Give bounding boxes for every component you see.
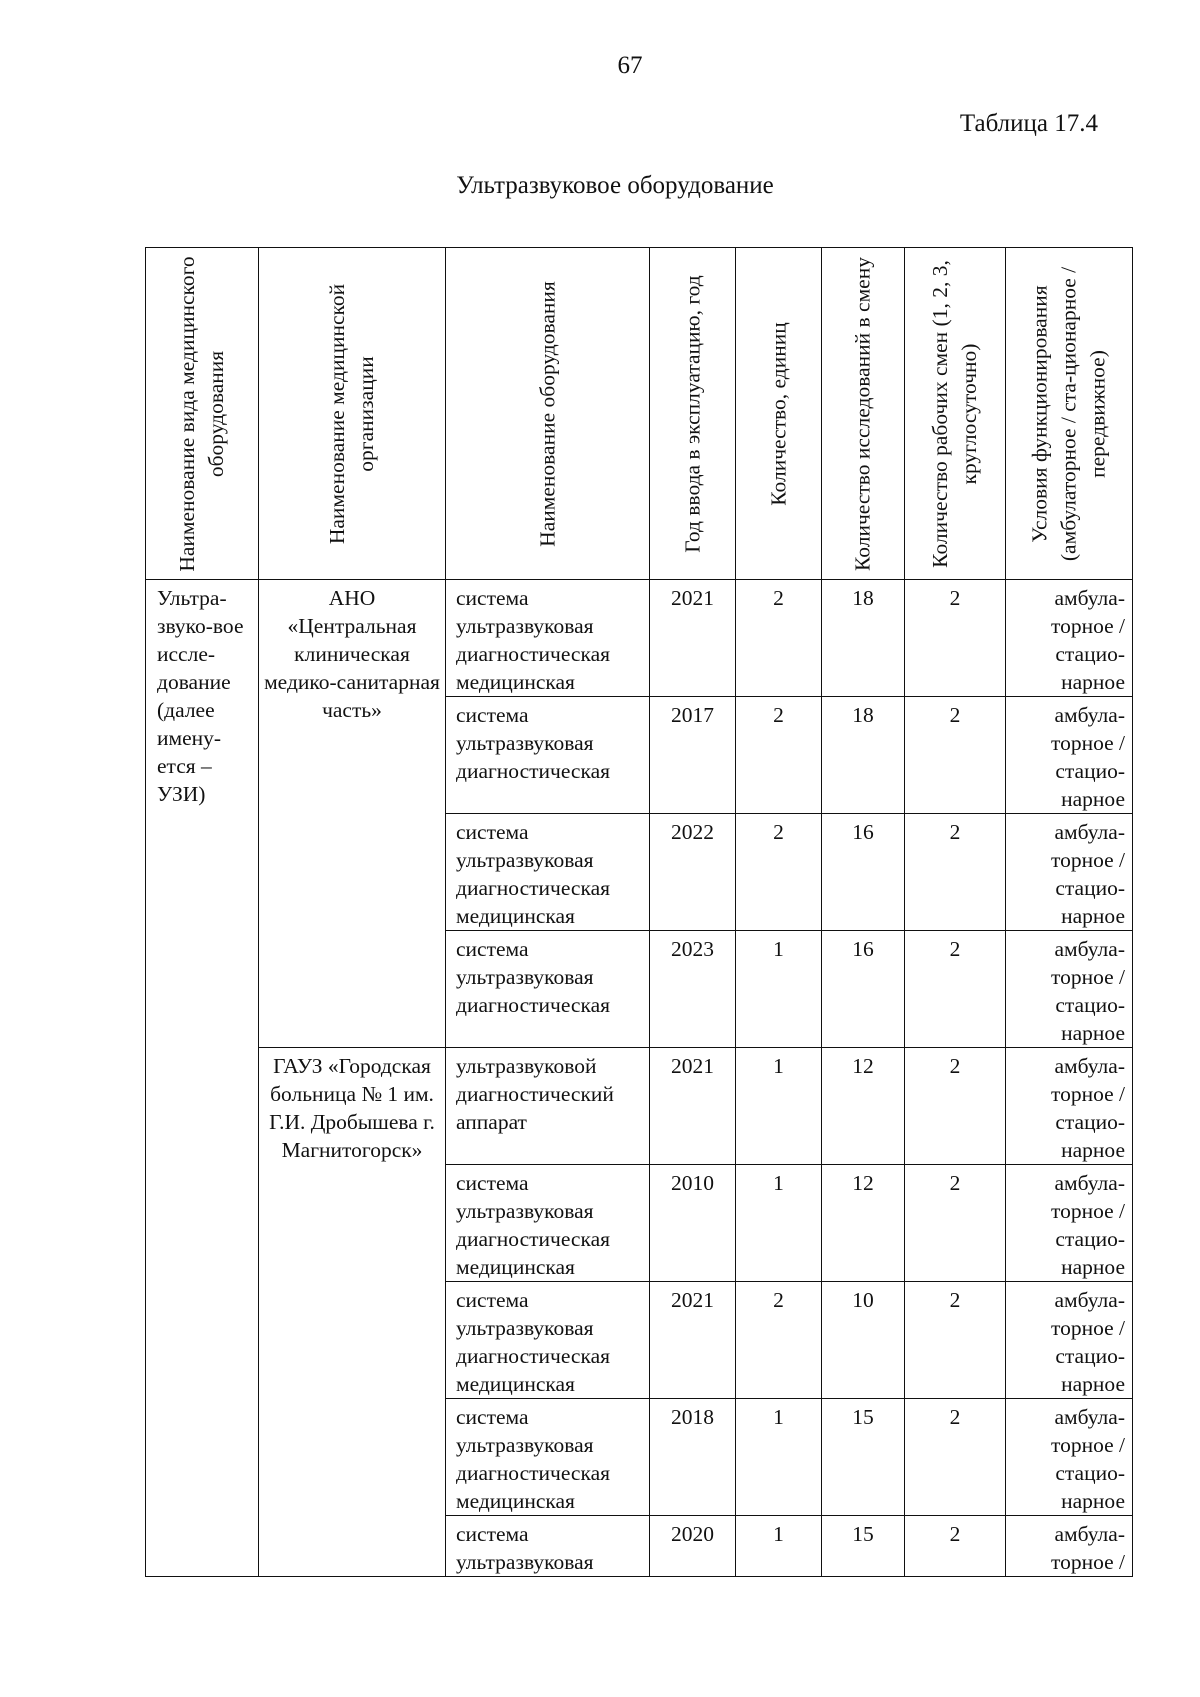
year-cell: 2021 — [650, 580, 736, 697]
header-shifts — [905, 248, 1006, 580]
shifts-cell: 2 — [905, 1516, 1006, 1577]
header-count — [736, 248, 822, 580]
organization-cell: АНО «Центральная клиническая медико-санитарная часть» — [259, 580, 446, 1048]
shifts-cell: 2 — [905, 1282, 1006, 1399]
studies-cell: 10 — [822, 1282, 905, 1399]
equipment-table — [145, 247, 1133, 1577]
header-label: Наименование вида медицинского оборудования — [175, 255, 228, 572]
studies-cell: 16 — [822, 931, 905, 1048]
count-cell: 1 — [736, 1048, 822, 1165]
equipment-name-cell: система ультразвуковая диагностическая медицинская — [446, 1165, 650, 1282]
year-cell: 2017 — [650, 697, 736, 814]
header-equipment-name — [446, 248, 650, 580]
studies-cell: 18 — [822, 580, 905, 697]
equipment-name-cell: система ультразвуковая диагностическая медицинская — [446, 1282, 650, 1399]
count-cell: 2 — [736, 814, 822, 931]
equipment-name-cell: система ультразвуковая диагностическая медицинская — [446, 814, 650, 931]
count-cell: 1 — [736, 1165, 822, 1282]
count-cell: 1 — [736, 931, 822, 1048]
equipment-type-cell: Ультра-звуко-вое иссле-дование (далее имену-ется – УЗИ) — [146, 580, 259, 1577]
shifts-cell: 2 — [905, 1048, 1006, 1165]
header-label: Количество рабочих смен (1, 2, 3, круглосуточно) — [928, 259, 981, 568]
table-label: Таблица 17.4 — [959, 110, 1098, 137]
equipment-name-cell: система ультразвуковая диагностическая медицинская — [446, 580, 650, 697]
conditions-cell: амбула-торное / стацио-нарное — [1006, 1399, 1133, 1516]
shifts-cell: 2 — [905, 1165, 1006, 1282]
conditions-cell: амбула-торное / стацио-нарное — [1006, 931, 1133, 1048]
table-title: Ультразвуковое оборудование — [456, 172, 774, 199]
equipment-name-cell: ультразвуковой диагностический аппарат — [446, 1048, 650, 1165]
conditions-cell: амбула-торное / стацио-нарное — [1006, 814, 1133, 931]
year-cell: 2010 — [650, 1165, 736, 1282]
equipment-name-cell: система ультразвуковая диагностическая медицинская — [446, 1399, 650, 1516]
count-cell: 2 — [736, 697, 822, 814]
year-cell: 2023 — [650, 931, 736, 1048]
conditions-cell: амбула-торное / — [1006, 1516, 1133, 1577]
studies-cell: 12 — [822, 1165, 905, 1282]
year-cell: 2022 — [650, 814, 736, 931]
year-cell: 2020 — [650, 1516, 736, 1577]
conditions-cell: амбула-торное / стацио-нарное — [1006, 1165, 1133, 1282]
count-cell: 1 — [736, 1516, 822, 1577]
table-row — [146, 580, 1133, 697]
count-cell: 2 — [736, 580, 822, 697]
year-cell: 2021 — [650, 1282, 736, 1399]
header-label: Условия функционирования (амбулаторное / ста-ционарное / передвижное) — [1027, 266, 1110, 561]
conditions-cell: амбула-торное / стацио-нарное — [1006, 697, 1133, 814]
studies-cell: 18 — [822, 697, 905, 814]
header-label: Количество, единиц — [766, 321, 790, 506]
header-label: Количество исследований в смену — [850, 256, 875, 571]
equipment-name-cell: система ультразвуковая — [446, 1516, 650, 1577]
header-label: Год ввода в эксплуатацию, год — [680, 274, 704, 553]
header-organization — [259, 248, 446, 580]
year-cell: 2021 — [650, 1048, 736, 1165]
shifts-cell: 2 — [905, 580, 1006, 697]
count-cell: 1 — [736, 1399, 822, 1516]
count-cell: 2 — [736, 1282, 822, 1399]
header-row — [146, 248, 1133, 580]
year-cell: 2018 — [650, 1399, 736, 1516]
shifts-cell: 2 — [905, 931, 1006, 1048]
shifts-cell: 2 — [905, 814, 1006, 931]
equipment-name-cell: система ультразвуковая диагностическая — [446, 697, 650, 814]
studies-cell: 15 — [822, 1516, 905, 1577]
organization-cell: ГАУЗ «Городская больница № 1 им. Г.И. Дробышева г. Магнитогорск» — [259, 1048, 446, 1577]
page-number: 67 — [617, 52, 643, 79]
header-label: Наименование медицинской организации — [325, 283, 378, 544]
equipment-name-cell: система ультразвуковая диагностическая — [446, 931, 650, 1048]
header-label: Наименование оборудования — [535, 280, 559, 547]
conditions-cell: амбула-торное / стацио-нарное — [1006, 580, 1133, 697]
studies-cell: 15 — [822, 1399, 905, 1516]
header-year — [650, 248, 736, 580]
studies-cell: 16 — [822, 814, 905, 931]
studies-cell: 12 — [822, 1048, 905, 1165]
shifts-cell: 2 — [905, 1399, 1006, 1516]
header-studies — [822, 248, 905, 580]
table-row — [146, 1048, 1133, 1165]
shifts-cell: 2 — [905, 697, 1006, 814]
conditions-cell: амбула-торное / стацио-нарное — [1006, 1048, 1133, 1165]
header-equipment-type — [146, 248, 259, 580]
header-conditions — [1006, 248, 1133, 580]
conditions-cell: амбула-торное / стацио-нарное — [1006, 1282, 1133, 1399]
